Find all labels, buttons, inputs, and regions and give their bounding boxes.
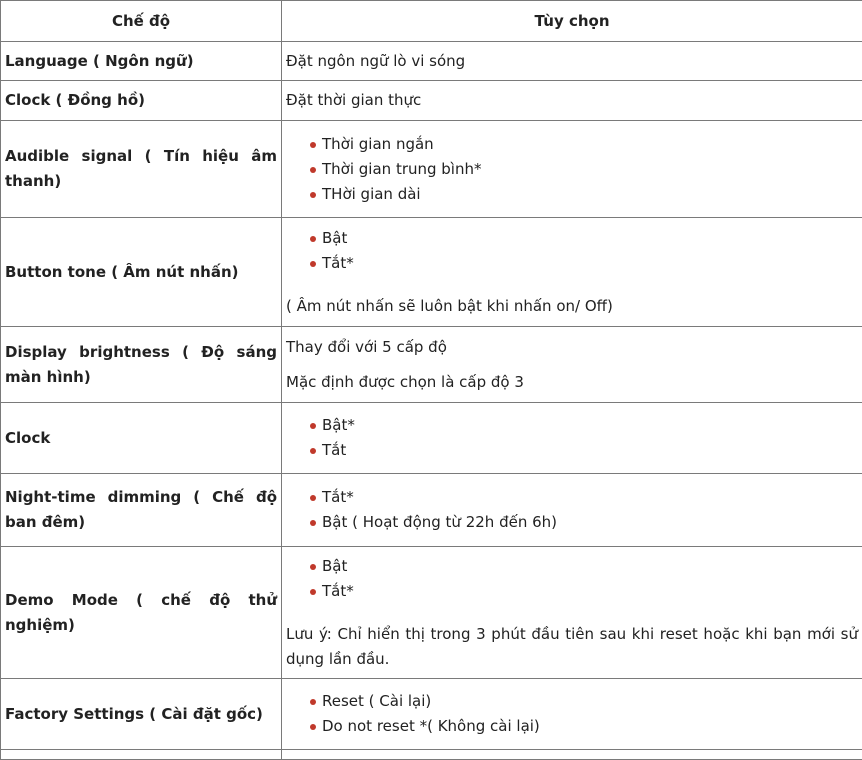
list-item: Bật* bbox=[304, 413, 858, 438]
list-item: Thời gian ngắn bbox=[304, 132, 858, 157]
mode-cell: Audible signal ( Tín hiệu âm thanh) bbox=[1, 121, 282, 218]
option-list bbox=[286, 689, 858, 739]
table-row bbox=[1, 218, 862, 327]
mode-cell: Display brightness ( Độ sáng màn hình) bbox=[1, 327, 282, 403]
option-cell bbox=[282, 547, 862, 679]
mode-cell: Night-time dimming ( Chế độ ban đêm) bbox=[1, 474, 282, 547]
list-item: Do not reset *( Không cài lại) bbox=[304, 714, 858, 739]
option-text: Đặt thời gian thực bbox=[286, 88, 858, 113]
table-row bbox=[1, 679, 862, 750]
table-row bbox=[1, 474, 862, 547]
list-item: Bật bbox=[304, 226, 858, 251]
mode-cell: Language ( Ngôn ngữ) bbox=[1, 42, 282, 81]
table-row bbox=[1, 42, 862, 81]
option-cell bbox=[282, 327, 862, 403]
list-item: Tắt* bbox=[304, 251, 858, 276]
option-list bbox=[286, 485, 858, 535]
header-mode: Chế độ bbox=[1, 1, 282, 42]
option-text: Mặc định được chọn là cấp độ 3 bbox=[286, 370, 858, 395]
table-row bbox=[1, 547, 862, 679]
option-list bbox=[286, 413, 858, 463]
option-cell bbox=[282, 403, 862, 474]
option-text: Đặt ngôn ngữ lò vi sóng bbox=[286, 49, 858, 74]
list-item: Thời gian trung bình* bbox=[304, 157, 858, 182]
table-row-empty bbox=[1, 750, 862, 760]
mode-cell: Button tone ( Âm nút nhấn) bbox=[1, 218, 282, 327]
option-list bbox=[286, 226, 858, 276]
mode-cell: Factory Settings ( Cài đặt gốc) bbox=[1, 679, 282, 750]
list-item: Tắt* bbox=[304, 485, 858, 510]
empty-cell bbox=[282, 750, 862, 760]
mode-cell: Clock bbox=[1, 403, 282, 474]
mode-cell: Clock ( Đồng hồ) bbox=[1, 81, 282, 121]
option-cell bbox=[282, 42, 862, 81]
option-cell bbox=[282, 679, 862, 750]
option-note: ( Âm nút nhấn sẽ luôn bật khi nhấn on/ Off) bbox=[286, 294, 858, 319]
option-cell bbox=[282, 474, 862, 547]
table-row bbox=[1, 403, 862, 474]
table-row bbox=[1, 327, 862, 403]
list-item: Bật bbox=[304, 554, 858, 579]
list-item: Tắt* bbox=[304, 579, 858, 604]
table-header-row bbox=[1, 1, 862, 42]
option-cell bbox=[282, 218, 862, 327]
list-item: Bật ( Hoạt động từ 22h đến 6h) bbox=[304, 510, 858, 535]
header-options: Tùy chọn bbox=[282, 1, 862, 42]
mode-cell: Demo Mode ( chế độ thử nghiệm) bbox=[1, 547, 282, 679]
option-list bbox=[286, 132, 858, 207]
option-cell bbox=[282, 121, 862, 218]
table-row bbox=[1, 121, 862, 218]
table-row bbox=[1, 81, 862, 121]
empty-cell bbox=[1, 750, 282, 760]
list-item: THời gian dài bbox=[304, 182, 858, 207]
option-note: Lưu ý: Chỉ hiển thị trong 3 phút đầu tiên sau khi reset hoặc khi bạn mới sử dụng lần đầu. bbox=[286, 622, 858, 672]
list-item: Tắt bbox=[304, 438, 858, 463]
option-list bbox=[286, 554, 858, 604]
option-cell bbox=[282, 81, 862, 121]
list-item: Reset ( Cài lại) bbox=[304, 689, 858, 714]
option-text: Thay đổi với 5 cấp độ bbox=[286, 335, 858, 360]
